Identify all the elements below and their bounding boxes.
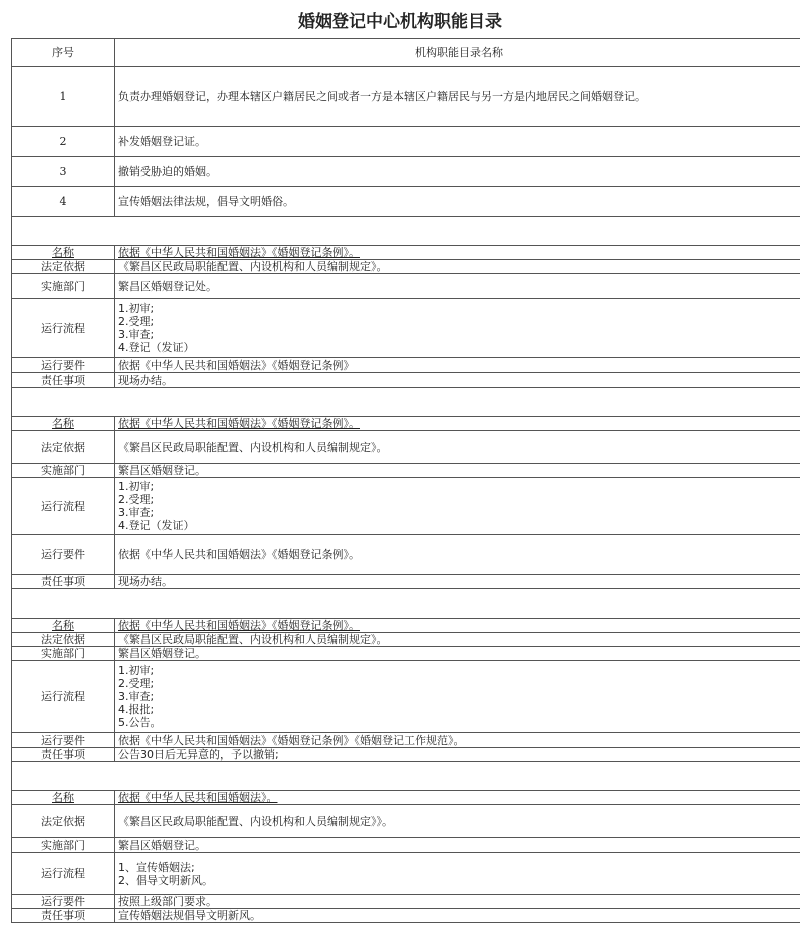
block-basis: 《繁昌区民政局职能配置、内设机构和人员编制规定》》。 — [115, 805, 800, 838]
process-step: 4.登记（发证） — [118, 519, 195, 532]
block-dept: 繁昌区婚姻登记。 — [115, 647, 800, 661]
label-name: 名称 — [12, 619, 115, 633]
block-dept: 繁昌区婚姻登记。 — [115, 838, 800, 853]
label-duty: 责任事项 — [12, 575, 115, 589]
block1-basis-row — [12, 260, 800, 274]
header-name: 机构职能目录名称 — [115, 39, 800, 67]
block-dept: 繁昌区婚姻登记处。 — [115, 274, 800, 299]
block-process — [115, 853, 800, 895]
label-requirement: 运行要件 — [12, 358, 115, 373]
block-duty: 现场办结。 — [115, 575, 800, 589]
process-step: 1.初审; — [118, 480, 155, 493]
block-basis: 《繁昌区民政局职能配置、内设机构和人员编制规定》。 — [115, 431, 800, 464]
process-step: 2、倡导文明新风。 — [118, 873, 213, 887]
function-text: 补发婚姻登记证。 — [115, 127, 800, 157]
block-requirement: 按照上级部门要求。 — [115, 895, 800, 909]
block4-process-row — [12, 853, 800, 895]
page-title: 婚姻登记中心机构职能目录 — [298, 12, 502, 32]
block2-process-row — [12, 478, 800, 535]
function-text: 宣传婚姻法律法规，倡导文明婚俗。 — [115, 187, 800, 217]
label-name: 名称 — [12, 791, 115, 805]
label-basis: 法定依据 — [12, 633, 115, 647]
block3-duty-row — [12, 748, 800, 762]
function-text: 负责办理婚姻登记，办理本辖区户籍居民之间或者一方是本辖区户籍居民与另一方是内地居民之间婚姻登记。 — [115, 67, 800, 127]
block4-duty-row — [12, 909, 800, 923]
block-name: 依据《中华人民共和国婚姻法》《婚姻登记条例》。 — [115, 246, 800, 260]
block3-process-row — [12, 661, 800, 733]
label-name: 名称 — [12, 246, 115, 260]
process-step: 1、宣传婚姻法; — [118, 860, 195, 874]
block2-duty-row — [12, 575, 800, 589]
block-name: 依据《中华人民共和国婚姻法》《婚姻登记条例》。 — [115, 417, 800, 431]
label-basis: 法定依据 — [12, 805, 115, 838]
block1-duty-row — [12, 373, 800, 388]
header-serial: 序号 — [12, 39, 115, 67]
block4-basis-row — [12, 805, 800, 838]
block4-name-row — [12, 791, 800, 805]
process-step: 5.公告。 — [118, 716, 162, 729]
function-number: 4 — [12, 187, 115, 217]
block1-process-row — [12, 299, 800, 358]
block2-basis-row — [12, 431, 800, 464]
function-number: 1 — [12, 67, 115, 127]
block-basis: 《繁昌区民政局职能配置、内设机构和人员编制规定》。 — [115, 633, 800, 647]
process-step: 1.初审; — [118, 664, 155, 677]
label-dept: 实施部门 — [12, 464, 115, 478]
function-number: 2 — [12, 127, 115, 157]
block-requirement: 依据《中华人民共和国婚姻法》《婚姻登记条例》 — [115, 358, 800, 373]
block-process — [115, 299, 800, 358]
block-name: 依据《中华人民共和国婚姻法》《婚姻登记条例》。 — [115, 619, 800, 633]
label-requirement: 运行要件 — [12, 733, 115, 748]
function-row — [12, 157, 800, 187]
process-step: 1.初审; — [118, 302, 155, 315]
block2-dept-row — [12, 464, 800, 478]
block1-name-row — [12, 246, 800, 260]
label-process: 运行流程 — [12, 299, 115, 358]
process-step: 2.受理; — [118, 315, 155, 328]
block4-dept-row — [12, 838, 800, 853]
label-dept: 实施部门 — [12, 838, 115, 853]
block-name: 依据《中华人民共和国婚姻法》。 — [115, 791, 800, 805]
label-process: 运行流程 — [12, 661, 115, 733]
block-dept: 繁昌区婚姻登记。 — [115, 464, 800, 478]
function-catalog-table — [11, 38, 800, 923]
label-dept: 实施部门 — [12, 274, 115, 299]
label-name: 名称 — [12, 417, 115, 431]
block4-requirement-row — [12, 895, 800, 909]
block-process — [115, 661, 800, 733]
label-requirement: 运行要件 — [12, 535, 115, 575]
block-requirement: 依据《中华人民共和国婚姻法》《婚姻登记条例》《婚姻登记工作规范》。 — [115, 733, 800, 748]
block1-requirement-row — [12, 358, 800, 373]
process-step: 4.报批; — [118, 703, 155, 716]
block-duty: 公告30日后无异意的，予以撤销; — [115, 748, 800, 762]
block-requirement: 依据《中华人民共和国婚姻法》《婚姻登记条例》。 — [115, 535, 800, 575]
block3-requirement-row — [12, 733, 800, 748]
function-row — [12, 187, 800, 217]
label-duty: 责任事项 — [12, 748, 115, 762]
label-dept: 实施部门 — [12, 647, 115, 661]
process-step: 3.审查; — [118, 506, 155, 519]
block-duty: 现场办结。 — [115, 373, 800, 388]
process-step: 2.受理; — [118, 493, 155, 506]
label-process: 运行流程 — [12, 478, 115, 535]
block1-dept-row — [12, 274, 800, 299]
function-number: 3 — [12, 157, 115, 187]
process-step: 3.审查; — [118, 328, 155, 341]
block2-name-row — [12, 417, 800, 431]
spacer-row — [12, 388, 800, 417]
label-duty: 责任事项 — [12, 373, 115, 388]
label-duty: 责任事项 — [12, 909, 115, 923]
label-process: 运行流程 — [12, 853, 115, 895]
spacer-row — [12, 589, 800, 619]
spacer-row — [12, 762, 800, 791]
function-row — [12, 67, 800, 127]
block-duty: 宣传婚姻法规倡导文明新风。 — [115, 909, 800, 923]
block3-basis-row — [12, 633, 800, 647]
process-step: 4.登记（发证） — [118, 341, 195, 354]
block3-dept-row — [12, 647, 800, 661]
process-step: 3.审查; — [118, 690, 155, 703]
function-text: 撤销受胁迫的婚姻。 — [115, 157, 800, 187]
function-row — [12, 127, 800, 157]
label-basis: 法定依据 — [12, 260, 115, 274]
block2-requirement-row — [12, 535, 800, 575]
label-requirement: 运行要件 — [12, 895, 115, 909]
table-header-row — [12, 39, 800, 67]
block3-name-row — [12, 619, 800, 633]
process-step: 2.受理; — [118, 677, 155, 690]
block-basis: 《繁昌区民政局职能配置、内设机构和人员编制规定》。 — [115, 260, 800, 274]
spacer-row — [12, 217, 800, 246]
label-basis: 法定依据 — [12, 431, 115, 464]
block-process — [115, 478, 800, 535]
